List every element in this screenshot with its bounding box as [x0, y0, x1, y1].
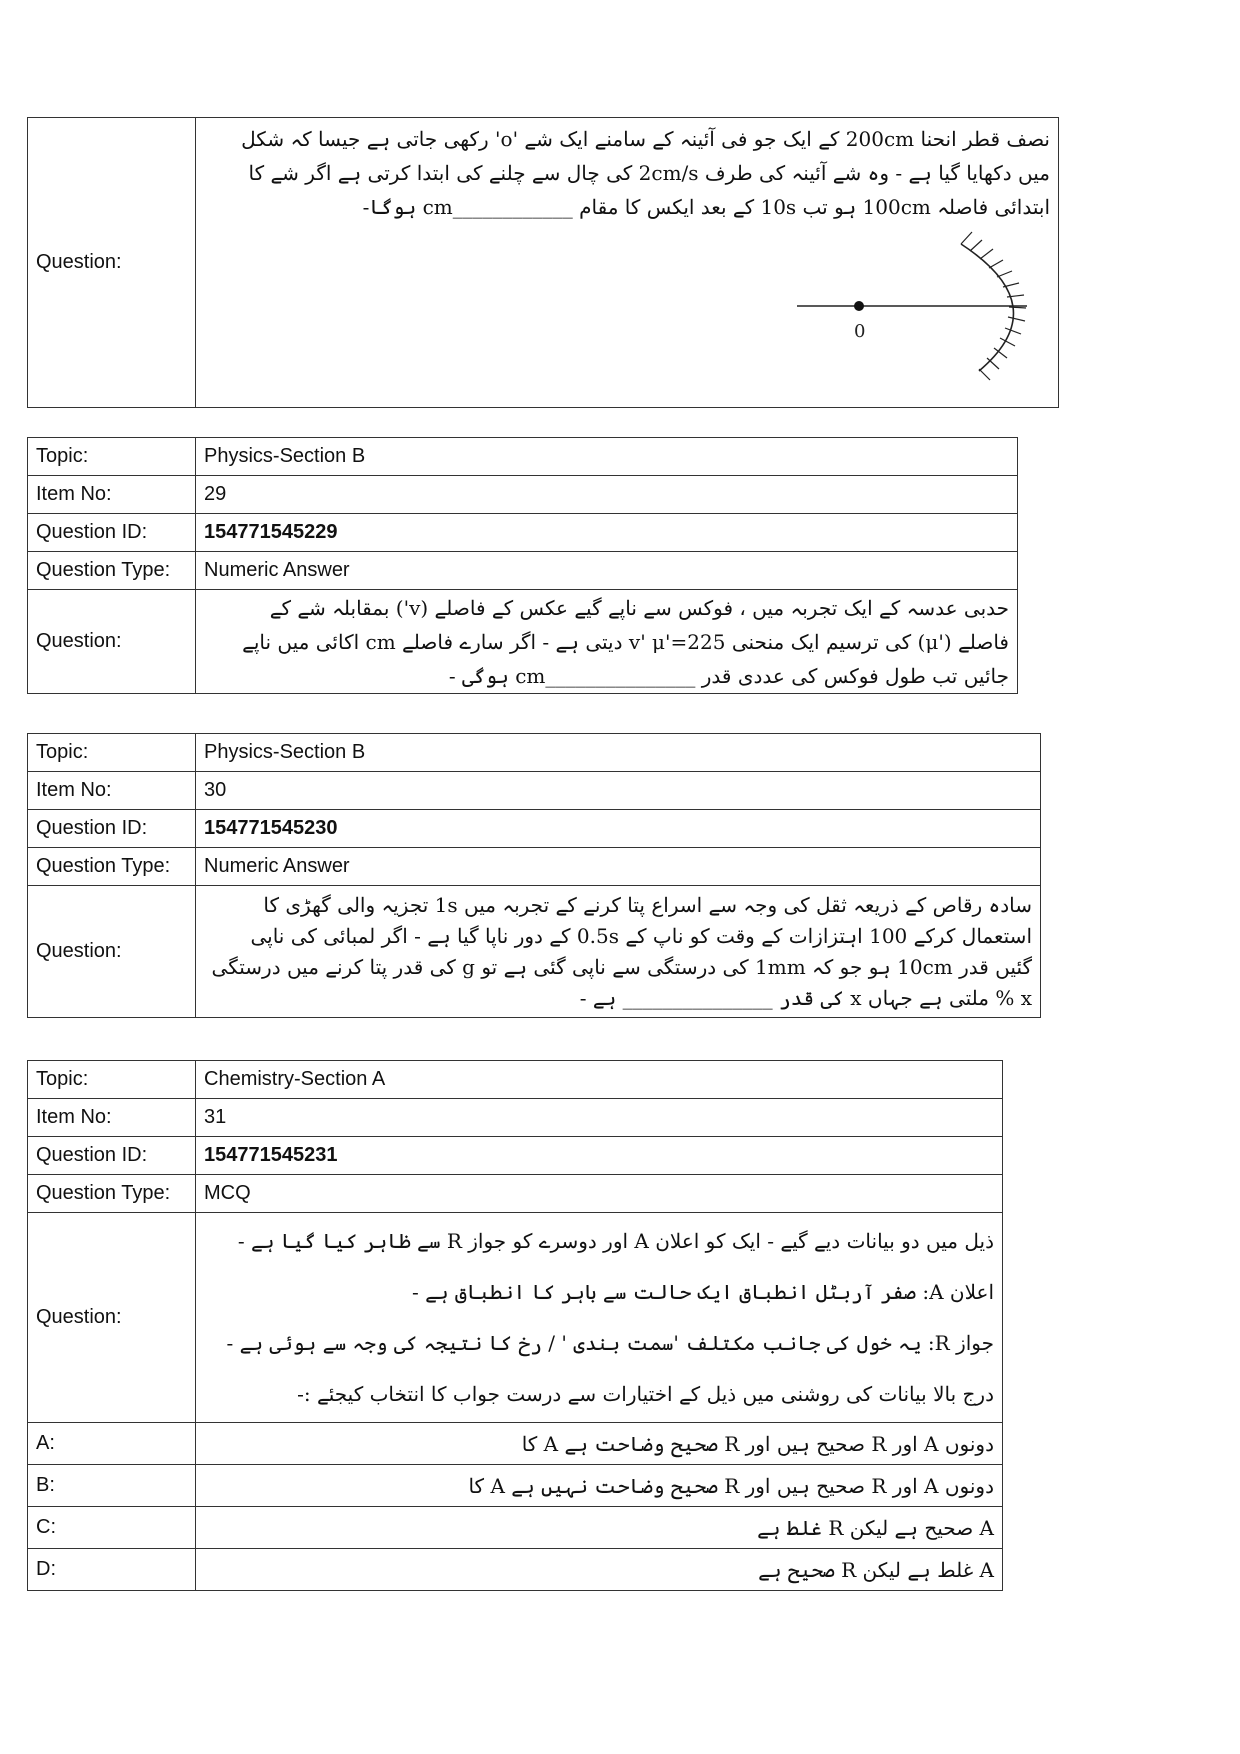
- question-type-label: Question Type:: [28, 552, 196, 590]
- concave-mirror-arc: [961, 244, 1013, 371]
- topic-value: Physics-Section B: [196, 438, 1018, 476]
- item-no-label: Item No:: [28, 772, 196, 810]
- question-29-text: [204, 591, 1009, 693]
- question-line: ذیل میں دو بیانات دیے گیے - ایک کو اعلان A اور دوسرے کو جواز R سے ظاہر کیا گیا ہے -: [237, 1228, 994, 1253]
- question-line: درج بالا بیانات کی روشنی میں ذیل کے اختیارات سے درست جواب کا انتخاب کیجئے :-: [297, 1381, 994, 1406]
- question-30-content: [196, 886, 1041, 1018]
- question-31-text: [204, 1216, 994, 1420]
- option-text: A صحیح ہے لیکن R غلط ہے: [757, 1515, 994, 1540]
- item-no-value: 30: [196, 772, 1041, 810]
- item-no-value: 29: [196, 476, 1018, 514]
- option-text: دونوں A اور R صحیح ہیں اور R صحیح وضاحت ہے A کا: [521, 1431, 994, 1456]
- object-label: 0: [854, 321, 866, 342]
- topic-value: Physics-Section B: [196, 734, 1041, 772]
- question-line: x % ملتی ہے جہاں x کی قدر _______________ ہے -: [579, 985, 1032, 1010]
- question-30-table: [27, 733, 1041, 1018]
- option-text: A غلط ہے لیکن R صحیح ہے: [758, 1557, 994, 1582]
- question-line: سادہ رقاص کے ذریعہ ثقل کی وجہ سے اسراع پتا کرنے کے تجربہ میں 1s تجزیہ والی گھڑی کا: [263, 892, 1032, 917]
- object-point: [854, 301, 864, 311]
- question-label: Question:: [28, 590, 196, 694]
- question-line: جواز R: یہ خول کی جانب مکتلف 'سمت بندی ' / رخ کا نتیجہ کی وجہ سے ہوئی ہے -: [226, 1330, 994, 1355]
- question-id-label: Question ID:: [28, 810, 196, 848]
- question-label: Question:: [28, 1213, 196, 1423]
- option-b-text: [196, 1465, 1003, 1507]
- question-label: Question:: [28, 886, 196, 1018]
- question-line: فاصلے ('μ) کی ترسیم ایک منحنی v' μ'=225 دیتی ہے - اگر سارے فاصلے cm اکائی میں ناپے: [242, 629, 1009, 654]
- question-id-label: Question ID:: [28, 514, 196, 552]
- question-line: استعمال کرکے 100 اہتزازات کے وقت کو ناپ کے 0.5s کے دور ناپا گیا ہے - اگر لمبائی کی ناپی: [250, 923, 1032, 948]
- question-line: اعلان A: صفر آربٹل انطباق ایک حالت سے باہر کا انطباق ہے -: [412, 1279, 994, 1304]
- question-28-content: [196, 118, 1059, 408]
- option-d-label: D:: [28, 1549, 196, 1591]
- question-type-label: Question Type:: [28, 848, 196, 886]
- item-no-label: Item No:: [28, 1099, 196, 1137]
- question-28-text: [204, 122, 1050, 224]
- question-type-value: Numeric Answer: [196, 552, 1018, 590]
- question-28-table: [27, 117, 1059, 408]
- option-d-text: [196, 1549, 1003, 1591]
- question-29-content: [196, 590, 1018, 694]
- item-no-value: 31: [196, 1099, 1003, 1137]
- option-c-label: C:: [28, 1507, 196, 1549]
- question-line: گئیں قدر 10cm ہو جو کہ 1mm کی درستگی سے ناپی گئی ہے تو g کی قدر پتا کرنے میں درستگی: [211, 954, 1032, 979]
- option-b-label: B:: [28, 1465, 196, 1507]
- question-line: ابتدائی فاصلہ 100cm ہو تب 10s کے بعد ایکس کا مقام ____________cm ہوگا-: [362, 195, 1050, 219]
- question-id-value: 154771545230: [196, 810, 1041, 848]
- question-id-value: 154771545231: [196, 1137, 1003, 1175]
- question-id-value: 154771545229: [196, 514, 1018, 552]
- question-line: نصف قطر انحنا 200cm کے ایک جو فی آئینہ کے سامنے ایک شے 'o' رکھی جاتی ہے جیسا کہ شکل: [241, 127, 1050, 151]
- question-line: حدبی عدسہ کے ایک تجربہ میں ، فوکس سے ناپے گیے عکس کے فاصلے (v') بمقابلہ شے کے: [269, 595, 1009, 620]
- question-type-value: Numeric Answer: [196, 848, 1041, 886]
- option-a-text: [196, 1423, 1003, 1465]
- question-id-label: Question ID:: [28, 1137, 196, 1175]
- option-a-label: A:: [28, 1423, 196, 1465]
- topic-label: Topic:: [28, 1061, 196, 1099]
- question-30-text: [204, 890, 1032, 1014]
- option-c-text: [196, 1507, 1003, 1549]
- question-31-table: [27, 1060, 1003, 1591]
- mirror-diagram: [204, 224, 1050, 384]
- topic-value: Chemistry-Section A: [196, 1061, 1003, 1099]
- question-31-content: [196, 1213, 1003, 1423]
- item-no-label: Item No:: [28, 476, 196, 514]
- question-type-value: MCQ: [196, 1175, 1003, 1213]
- topic-label: Topic:: [28, 438, 196, 476]
- question-line: میں دکھایا گیا ہے - وہ شے آئینہ کی طرف 2cm/s کی چال سے چلنے کی ابتدا کرتی ہے اگر شے کا: [248, 161, 1050, 185]
- question-29-table: [27, 437, 1018, 694]
- question-label: Question:: [28, 118, 196, 408]
- option-text: دونوں A اور R صحیح ہیں اور R صحیح وضاحت نہیں ہے A کا: [468, 1473, 994, 1498]
- question-line: جائیں تب طول فوکس کی عددی قدر _______________cm ہوگی -: [448, 663, 1009, 688]
- topic-label: Topic:: [28, 734, 196, 772]
- question-type-label: Question Type:: [28, 1175, 196, 1213]
